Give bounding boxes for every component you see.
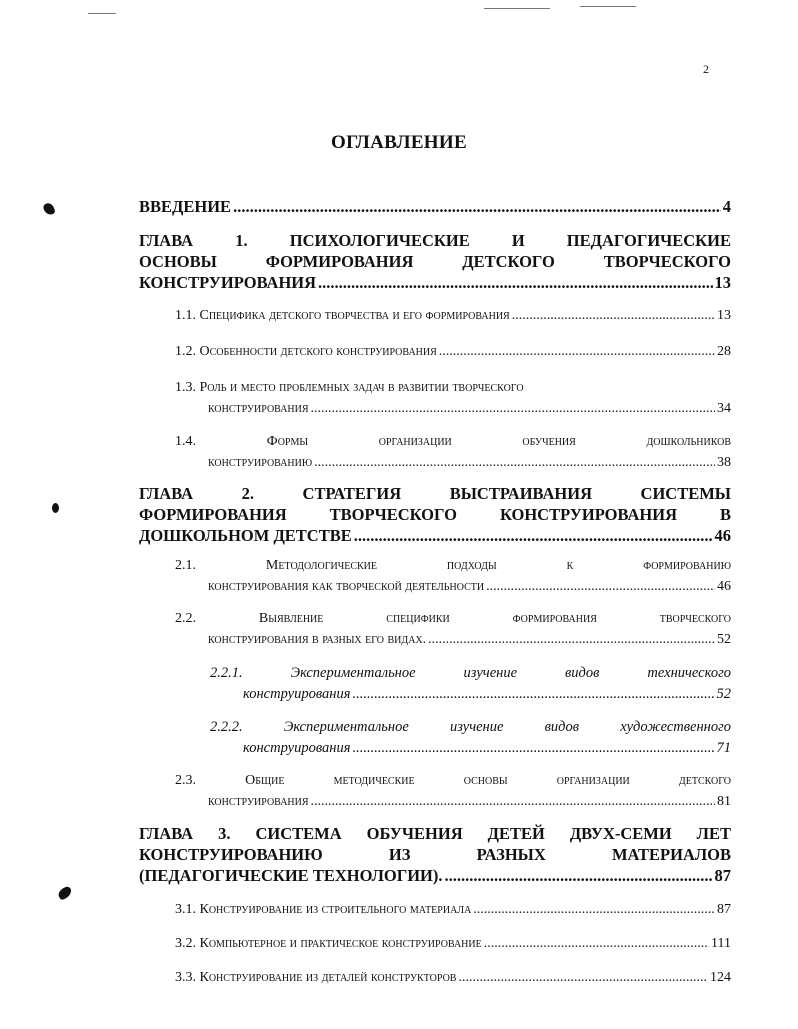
- toc-section-page: 34: [717, 401, 731, 416]
- leader-dots: [486, 576, 715, 597]
- toc-section-title-cont: конструирования в разных его видах.: [208, 632, 427, 647]
- toc-section-title: Формы организации обучения дошкольников: [266, 434, 732, 449]
- toc-chapter-1-line-1: ГЛАВА 1. ПСИХОЛОГИЧЕСКИЕ И ПЕДАГОГИЧЕСКИЕ: [139, 231, 731, 250]
- toc-section-3-3: [175, 967, 731, 988]
- toc-chapter-3: [139, 823, 731, 886]
- leader-dots: [428, 629, 715, 650]
- toc-chapter-1-page: 13: [714, 273, 731, 292]
- toc-section-number: 1.4.: [175, 434, 196, 449]
- toc-section-title-cont: конструирования: [208, 401, 309, 416]
- toc-chapter-2-page: 46: [714, 526, 731, 545]
- toc-section-number: 2.3.: [175, 773, 196, 788]
- toc-section-title: Особенности детского конструирования: [199, 344, 437, 359]
- toc-section-number: 3.2.: [175, 936, 196, 951]
- toc-intro: [139, 196, 731, 217]
- toc-section-page: 111: [711, 936, 731, 951]
- toc-subsection-2-2-1: [210, 663, 731, 705]
- toc-subsection-title: Экспериментальное изучение видов художественного: [283, 719, 732, 735]
- leader-dots: [473, 899, 715, 920]
- toc-section-page: 52: [717, 632, 731, 647]
- toc-chapter-2: [139, 483, 731, 546]
- scan-artifact-blot: [52, 503, 59, 513]
- toc-chapter-3-line-3: (ПЕДАГОГИЧЕСКИЕ ТЕХНОЛОГИИ).: [139, 866, 443, 885]
- toc-subsection-number: 2.2.2.: [210, 719, 243, 735]
- toc-section-number: 2.1.: [175, 558, 196, 573]
- toc-chapter-3-page: 87: [714, 866, 731, 885]
- toc-chapter-2-line-3: ДОШКОЛЬНОМ ДЕТСТВЕ: [139, 526, 352, 545]
- toc-section-page: 28: [717, 344, 731, 359]
- toc-section-title: Методологические подходы к формированию: [265, 558, 731, 573]
- toc-chapter-3-line-2: КОНСТРУИРОВАНИЮ ИЗ РАЗНЫХ МАТЕРИАЛОВ: [139, 845, 731, 864]
- toc-subsection-page: 71: [716, 740, 731, 756]
- toc-section-1-2: [175, 341, 731, 362]
- toc-intro-label: ВВЕДЕНИЕ: [139, 197, 232, 216]
- leader-dots: [318, 272, 712, 293]
- toc-section-title: Общие методические основы организации детского: [245, 773, 732, 788]
- toc-section-title: Компьютерное и практическое конструирование: [199, 936, 482, 951]
- toc-section-2-3: [175, 770, 731, 812]
- toc-section-number: 3.3.: [175, 970, 196, 985]
- toc-section-page: 38: [717, 455, 731, 470]
- leader-dots: [352, 738, 714, 759]
- scan-artifact-line: [88, 13, 116, 14]
- toc-intro-page: 4: [722, 197, 731, 216]
- toc-chapter-1: [139, 230, 731, 293]
- toc-section-page: 46: [717, 579, 731, 594]
- leader-dots: [354, 525, 713, 546]
- toc-chapter-2-line-1: ГЛАВА 2. СТРАТЕГИЯ ВЫСТРАИВАНИЯ СИСТЕМЫ: [139, 484, 731, 503]
- toc-section-page: 81: [717, 794, 731, 809]
- toc-section-page: 13: [717, 308, 731, 323]
- scan-artifact-blot: [56, 885, 73, 901]
- toc-section-title: Выявление специфики формирования творческого: [258, 611, 732, 626]
- toc-chapter-1-line-2: ОСНОВЫ ФОРМИРОВАНИЯ ДЕТСКОГО ТВОРЧЕСКОГО: [139, 252, 731, 271]
- leader-dots: [311, 791, 715, 812]
- toc-section-title-cont: конструирования как творческой деятельности: [208, 579, 485, 594]
- toc-section-title: Конструирование из деталей конструкторов: [199, 970, 457, 985]
- toc-section-page: 124: [710, 970, 731, 985]
- toc-section-number: 2.2.: [175, 611, 196, 626]
- page-number: 2: [703, 62, 709, 76]
- toc-section-title: Специфика детского творчества и его формирования: [199, 308, 510, 323]
- toc-section-3-1: [175, 899, 731, 920]
- leader-dots: [314, 452, 715, 473]
- toc-section-1-3: [175, 377, 731, 419]
- toc-section-page: 87: [717, 902, 731, 917]
- toc-chapter-2-line-2: ФОРМИРОВАНИЯ ТВОРЧЕСКОГО КОНСТРУИРОВАНИЯ В: [139, 505, 731, 524]
- toc-subsection-2-2-2: [210, 717, 731, 759]
- toc-section-number: 1.2.: [175, 344, 196, 359]
- scan-artifact-line: [484, 8, 550, 9]
- leader-dots: [512, 305, 715, 326]
- leader-dots: [439, 341, 715, 362]
- toc-chapter-3-line-1: ГЛАВА 3. СИСТЕМА ОБУЧЕНИЯ ДЕТЕЙ ДВУХ-СЕМИ ЛЕТ: [139, 824, 731, 843]
- toc-section-number: 3.1.: [175, 902, 196, 917]
- toc-section-2-2: [175, 608, 731, 650]
- leader-dots: [445, 865, 713, 886]
- toc-chapter-1-line-3: КОНСТРУИРОВАНИЯ: [139, 273, 317, 292]
- toc-section-number: 1.3.: [175, 380, 196, 395]
- leader-dots: [311, 398, 715, 419]
- page-title: ОГЛАВЛЕНИЕ: [331, 132, 467, 153]
- toc-section-2-1: [175, 555, 731, 597]
- leader-dots: [233, 196, 721, 217]
- toc-subsection-title: Экспериментальное изучение видов технического: [290, 665, 731, 681]
- toc-section-title: Роль и место проблемных задач в развитии творческого: [199, 380, 524, 395]
- toc-subsection-page: 52: [716, 686, 731, 702]
- leader-dots: [458, 967, 708, 988]
- toc-section-title-cont: конструирования: [208, 794, 309, 809]
- scan-artifact-line: [580, 6, 636, 7]
- toc-section-1-1: [175, 305, 731, 326]
- scan-artifact-blot: [42, 202, 56, 217]
- toc-section-title-cont: конструированию: [208, 455, 313, 470]
- leader-dots: [484, 933, 709, 954]
- toc-subsection-title-cont: конструирования: [243, 740, 351, 756]
- toc-section-3-2: [175, 933, 731, 954]
- toc-section-1-4: [175, 431, 731, 473]
- toc-subsection-number: 2.2.1.: [210, 665, 243, 681]
- leader-dots: [352, 684, 714, 705]
- toc-section-number: 1.1.: [175, 308, 196, 323]
- toc-subsection-title-cont: конструирования: [243, 686, 351, 702]
- toc-section-title: Конструирование из строительного материала: [199, 902, 472, 917]
